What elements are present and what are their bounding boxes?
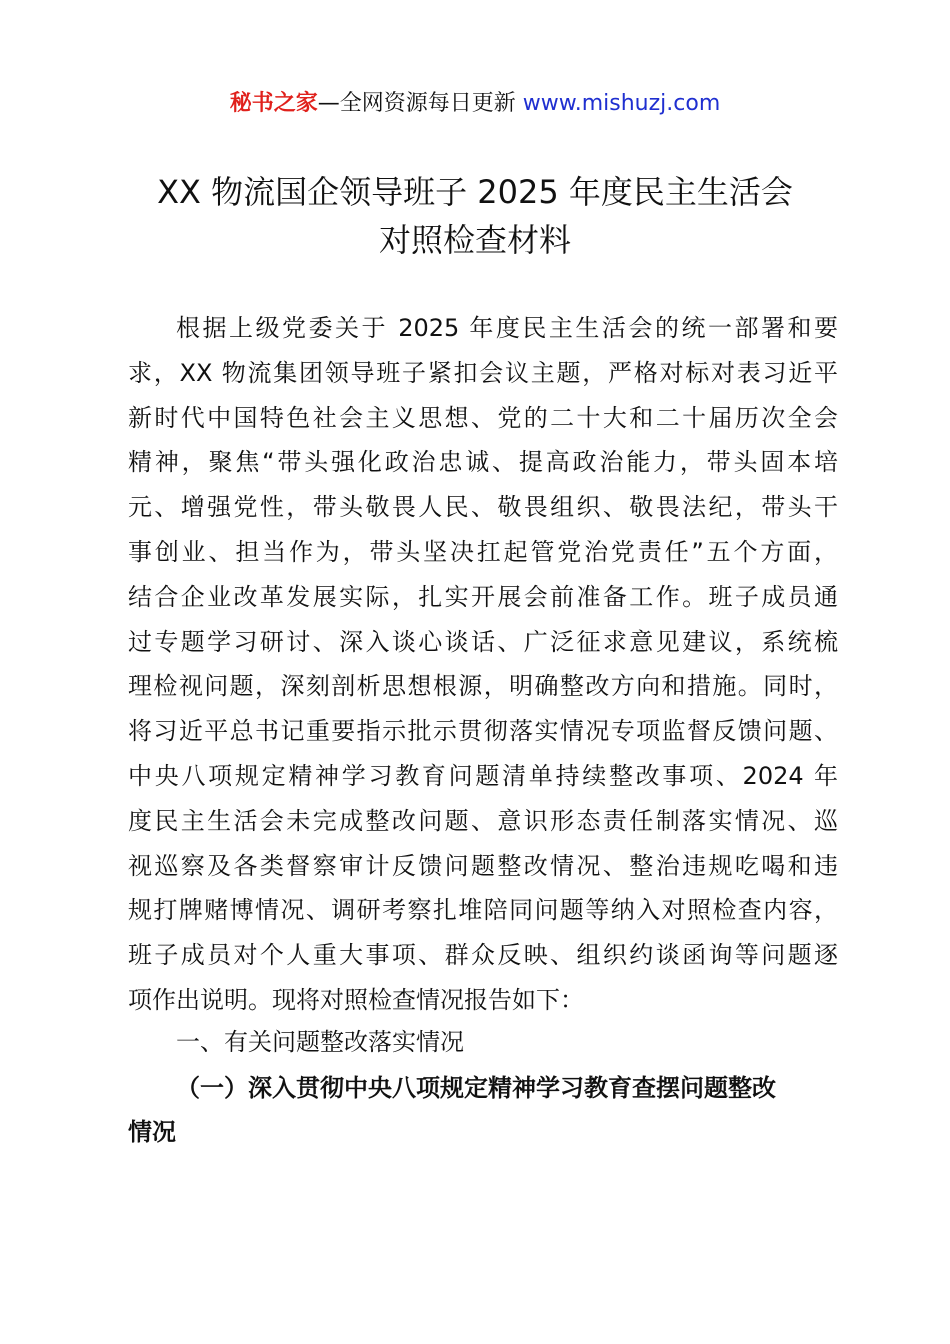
paragraph-line: 结合企业改革发展实际，扎实开展会前准备工作。班子成员通 bbox=[128, 582, 838, 611]
paragraph-line: 精神，聚焦“带头强化政治忠诚、提高政治能力，带头固本培 bbox=[128, 448, 838, 477]
header-slogan: —全网资源每日更新 bbox=[317, 91, 523, 116]
subsection-heading-line-2: 情况 bbox=[128, 1118, 176, 1146]
paragraph-line: 根据上级党委关于 2025 年度民主生活会的统一部署和要 bbox=[176, 314, 838, 342]
title-line-1: XX 物流国企领导班子 2025 年度民主生活会 bbox=[157, 173, 793, 211]
paragraph-line: 规打牌赌博情况、调研考察扎堆陪同问题等纳入对照检查内容， bbox=[128, 896, 838, 925]
site-header bbox=[0, 88, 950, 120]
paragraph-line: 元、增强党性，带头敬畏人民、敬畏组织、敬畏法纪，带头干 bbox=[128, 493, 838, 522]
paragraph-line: 过专题学习研讨、深入谈心谈话、广泛征求意见建议，系统梳 bbox=[128, 627, 838, 656]
document-title bbox=[60, 168, 890, 264]
subsection-heading-1 bbox=[128, 1066, 838, 1154]
paragraph-line: 新时代中国特色社会主义思想、党的二十大和二十届历次全会 bbox=[128, 403, 838, 432]
title-line-2: 对照检查材料 bbox=[378, 221, 571, 259]
paragraph-line: 班子成员对个人重大事项、群众反映、组织约谈函询等问题逐 bbox=[128, 941, 838, 970]
section-heading-1: 一、有关问题整改落实情况 bbox=[176, 1028, 464, 1056]
paragraph-intro bbox=[128, 306, 838, 1023]
paragraph-line: 理检视问题，深刻剖析思想根源，明确整改方向和措施。同时， bbox=[128, 672, 838, 701]
paragraph-line: 求，XX 物流集团领导班子紧扣会议主题，严格对标对表习近平 bbox=[128, 358, 838, 387]
paragraph-line: 度民主生活会未完成整改问题、意识形态责任制落实情况、巡 bbox=[128, 806, 838, 835]
paragraph-line: 事创业、担当作为，带头坚决扛起管党治党责任”五个方面， bbox=[128, 537, 838, 566]
paragraph-line: 视巡察及各类督察审计反馈问题整改情况、整治违规吃喝和违 bbox=[128, 851, 838, 880]
brand-name: 秘书之家 bbox=[229, 91, 318, 116]
subsection-heading-line-1: （一）深入贯彻中央八项规定精神学习教育查摆问题整改 bbox=[176, 1074, 776, 1102]
paragraph-line: 项作出说明。现将对照检查情况报告如下： bbox=[128, 985, 584, 1014]
paragraph-line: 中央八项规定精神学习教育问题清单持续整改事项、2024 年 bbox=[128, 761, 838, 790]
paragraph-line: 将习近平总书记重要指示批示贯彻落实情况专项监督反馈问题、 bbox=[128, 717, 838, 746]
site-url-link[interactable]: www.mishuzj.com bbox=[522, 91, 721, 116]
